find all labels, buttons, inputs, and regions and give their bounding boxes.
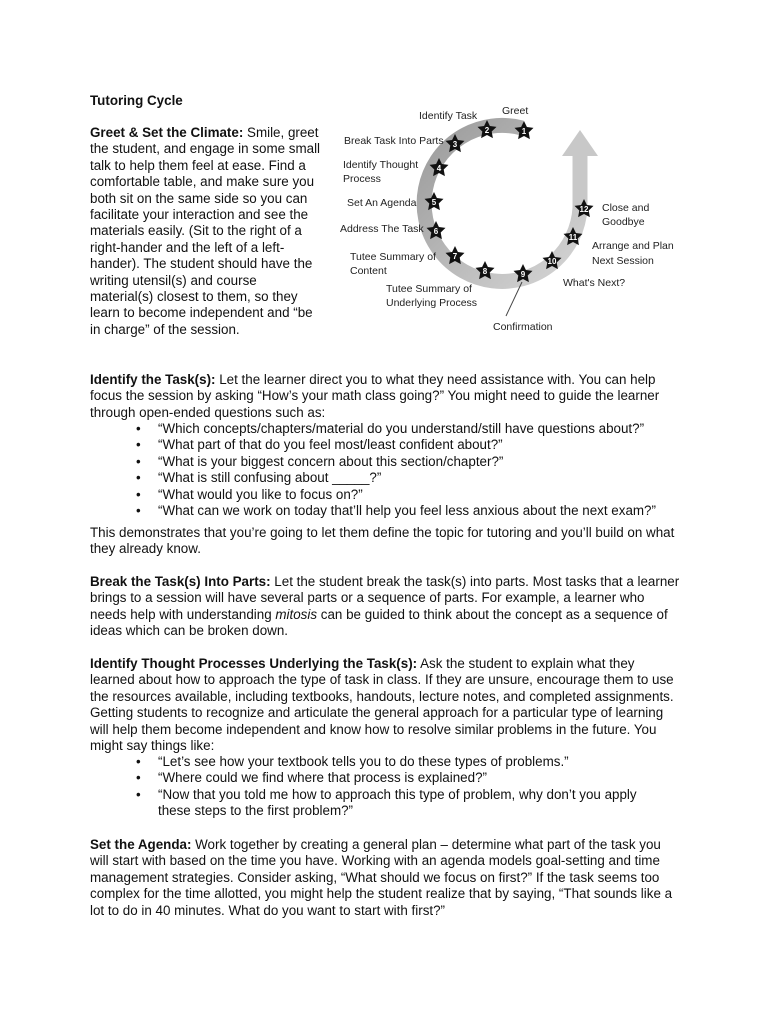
identify-paragraph [90,372,680,421]
step-number: 7 [452,252,458,261]
greet-heading: Greet & Set the Climate: [90,125,244,140]
step-label-identify-task: Identify Task [419,110,478,122]
step-label-set-agenda: Set An Agenda [347,197,417,209]
step-label-close-goodbye: Goodbye [602,216,645,228]
step-number: 1 [521,127,527,136]
list-item: • “What is still confusing about _____?” [136,470,686,486]
step-label-summary-process: Underlying Process [386,297,478,309]
step-number: 6 [433,227,439,236]
thought-heading: Identify Thought Processes Underlying the Task(s): [90,656,418,671]
agenda-paragraph [90,837,680,919]
step-number: 2 [484,126,490,135]
step-label-address-task: Address The Task [340,223,424,235]
step-label-whats-next: What's Next? [563,277,626,289]
greet-text: Smile, greet the student, and engage in some small talk to help them feel at ease. Find a comfortable table, and make sure you both sit on the same side so you can facilitate your interaction and see the materials easily. (Sit to the right of a right-hander and the left of a left-hander). The student should have the writing utensil(s) and course material(s) closest to them, so they learn to become independent and “be in charge” of the session. [90,125,321,337]
step-label-identify-thought: Identify Thought [343,159,419,171]
list-item: • “Where could we find where that process is explained?” [136,770,666,786]
cycle-arrow-head [562,130,598,156]
step-number: 10 [547,257,557,266]
identify-text: Let the learner direct you to what they need assistance with. You can help focus the session by asking “How’s your math class going?” You might need to guide the learner through open-ended questions such as: [90,372,660,420]
break-italic-term: mitosis [275,606,318,622]
step-number: 9 [520,270,526,279]
step-label-summary-content: Content [350,265,387,277]
step-number: 11 [568,233,578,242]
step-number: 4 [436,164,442,173]
identify-after-paragraph: This demonstrates that you’re going to let them define the topic for tutoring and you’ll build on what they already know. [90,525,675,557]
agenda-text: Work together by creating a general plan – determine what part of the task you will start with based on the time you have. Working with an agenda models goal-setting and time management strategies. Consider asking, “What should we focus on first?” If the task seems too complex for the time allotted, you might help the student realize that by saying, “That sounds like a lot to do in 40 minutes. What do you want to start with first?” [90,837,673,918]
list-item: • “What would you like to focus on?” [136,487,686,503]
step-label-close-goodbye: Close and [602,202,650,214]
step-number: 8 [482,267,488,276]
step-number: 5 [431,198,437,207]
list-item: • “What can we work on today that’ll help you feel less anxious about the next exam?” [136,503,686,519]
identify-heading: Identify the Task(s): [90,372,216,387]
break-paragraph [90,574,680,640]
page-title: Tutoring Cycle [90,93,183,108]
step-label-arrange-plan: Next Session [592,255,654,267]
list-item: • “What is your biggest concern about this section/chapter?” [136,454,686,470]
thought-question-list [136,754,666,820]
list-item: • “Now that you told me how to approach this type of problem, why don’t you apply these steps to the first problem?” [136,787,666,820]
step-label-summary-process: Tutee Summary of [386,283,472,295]
step-label-identify-thought: Process [343,173,381,185]
step-label-break-task: Break Task Into Parts [344,135,444,147]
break-text-b: can be guided to think about the concept as a sequence of ideas which can be broken down. [90,606,668,639]
list-item: • “Which concepts/chapters/material do you understand/still have questions about?” [136,421,686,437]
tutoring-cycle-diagram [330,98,690,338]
greet-paragraph [90,125,322,338]
break-text-a: Let the student break the task(s) into parts. Most tasks that a learner brings to a session will have several parts or a sequence of parts. For example, a learner who needs help with understanding [90,574,680,622]
thought-paragraph [90,656,680,754]
step-label-greet: Greet [502,105,529,117]
thought-text: Ask the student to explain what they learned about how to approach the type of task in class. If they are unsure, encourage them to use the resources available, including textbooks, handouts, lecture notes, and completed assignments. Getting students to recognize and articulate the general approach for a particular type of learning will help them become independent and know how to resolve similar problems in the future. You might say things like: [90,656,674,754]
list-item: • “Let’s see how your textbook tells you to do these types of problems.” [136,754,666,770]
identify-question-list [136,421,686,519]
step-label-arrange-plan: Arrange and Plan [592,240,674,252]
break-heading: Break the Task(s) Into Parts: [90,574,271,589]
step-number: 3 [452,140,458,149]
step-label-summary-content: Tutee Summary of [350,251,436,263]
step-number: 12 [579,205,589,214]
agenda-heading: Set the Agenda: [90,837,192,852]
step-label-confirmation: Confirmation [493,321,553,333]
list-item: • “What part of that do you feel most/least confident about?” [136,437,686,453]
